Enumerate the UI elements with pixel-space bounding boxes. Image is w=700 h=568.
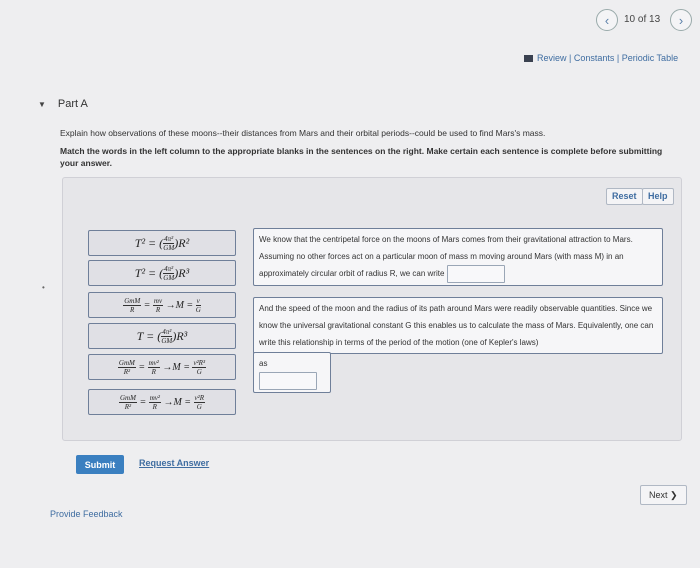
chevron-left-icon: ‹ bbox=[604, 12, 610, 28]
provide-feedback-link[interactable]: Provide Feedback bbox=[50, 509, 123, 519]
part-label: Part A bbox=[57, 98, 88, 110]
question-prompt: Explain how observations of these moons--their distances from Mars and their orbital periods--could be used to find Mars's mass. bbox=[60, 128, 546, 138]
sentence-1 bbox=[253, 228, 663, 286]
book-icon bbox=[524, 55, 533, 62]
marker-dot: • bbox=[42, 283, 45, 292]
sentence-1-end: M) in an approximately circular orbit of radius R, we can write bbox=[259, 252, 624, 279]
chevron-right-icon: › bbox=[678, 12, 684, 28]
tile-3[interactable]: $\frac{\text{GmM}}{R}$ = $\frac{mv}{R}$ →M = $\frac{v}{G}$ bbox=[88, 292, 236, 318]
submit-button[interactable]: Submit bbox=[76, 455, 124, 474]
sentence-3 bbox=[253, 352, 331, 393]
part-header[interactable] bbox=[38, 98, 88, 110]
sentence-1-text: We know that the centripetal force on the moons of Mars comes from their gravitational attraction to Mars. Assuming no other forces act on a particular moon of mass m moving around Mars (with mass bbox=[259, 235, 633, 261]
sentence-3-text: as bbox=[259, 359, 268, 368]
tile-4[interactable]: T = ( $\frac{\text{4π²}}{GM}$ )R³ bbox=[88, 323, 236, 349]
resources-label[interactable]: Review | Constants | Periodic Table bbox=[537, 53, 679, 63]
drop-blank-2[interactable] bbox=[259, 372, 317, 390]
tile-6[interactable]: $\frac{\text{GmM}}{\text{R²}}$ = $\frac{\text{mv²}}{R}$ →M = $\frac{\text{v²R}}{G}$ bbox=[88, 389, 236, 415]
drop-blank-1[interactable] bbox=[447, 265, 505, 283]
help-button[interactable]: Help bbox=[642, 188, 674, 205]
next-button[interactable]: Next ❯ bbox=[640, 485, 687, 505]
tile-1[interactable]: T² = ( $\frac{\text{4π²}}{GM}$ )R² bbox=[88, 230, 236, 256]
request-answer-link[interactable]: Request Answer bbox=[139, 458, 210, 468]
tile-2[interactable]: T² = ( $\frac{\text{4π²}}{GM}$ )R³ bbox=[88, 260, 236, 286]
caret-down-icon[interactable]: ▼ bbox=[38, 100, 46, 109]
reset-button[interactable]: Reset bbox=[606, 188, 643, 205]
next-page-button[interactable] bbox=[670, 9, 692, 31]
sentence-2-text: And the speed of the moon and the radius of its path around Mars were readily observable quantities. Since we know the universal gravitational constant G this enables us to calculate the mass of Mars. Equivalently, one can write this relationship in terms of the period of the motion (one of Kepler's laws) bbox=[259, 304, 654, 347]
matching-instructions: Match the words in the left column to the appropriate blanks in the sentences on the right. Make certain each sentence is complete before submitting your answer. bbox=[60, 146, 663, 168]
previous-button[interactable] bbox=[596, 9, 618, 31]
resources-links[interactable] bbox=[524, 53, 678, 63]
sentence-2 bbox=[253, 297, 663, 354]
page-counter: 10 of 13 bbox=[624, 14, 661, 25]
tile-5[interactable]: $\frac{\text{GmM}}{\text{R²}}$ = $\frac{\text{mv²}}{R}$ →M = $\frac{\text{v²R³}}{G}$ bbox=[88, 354, 236, 380]
